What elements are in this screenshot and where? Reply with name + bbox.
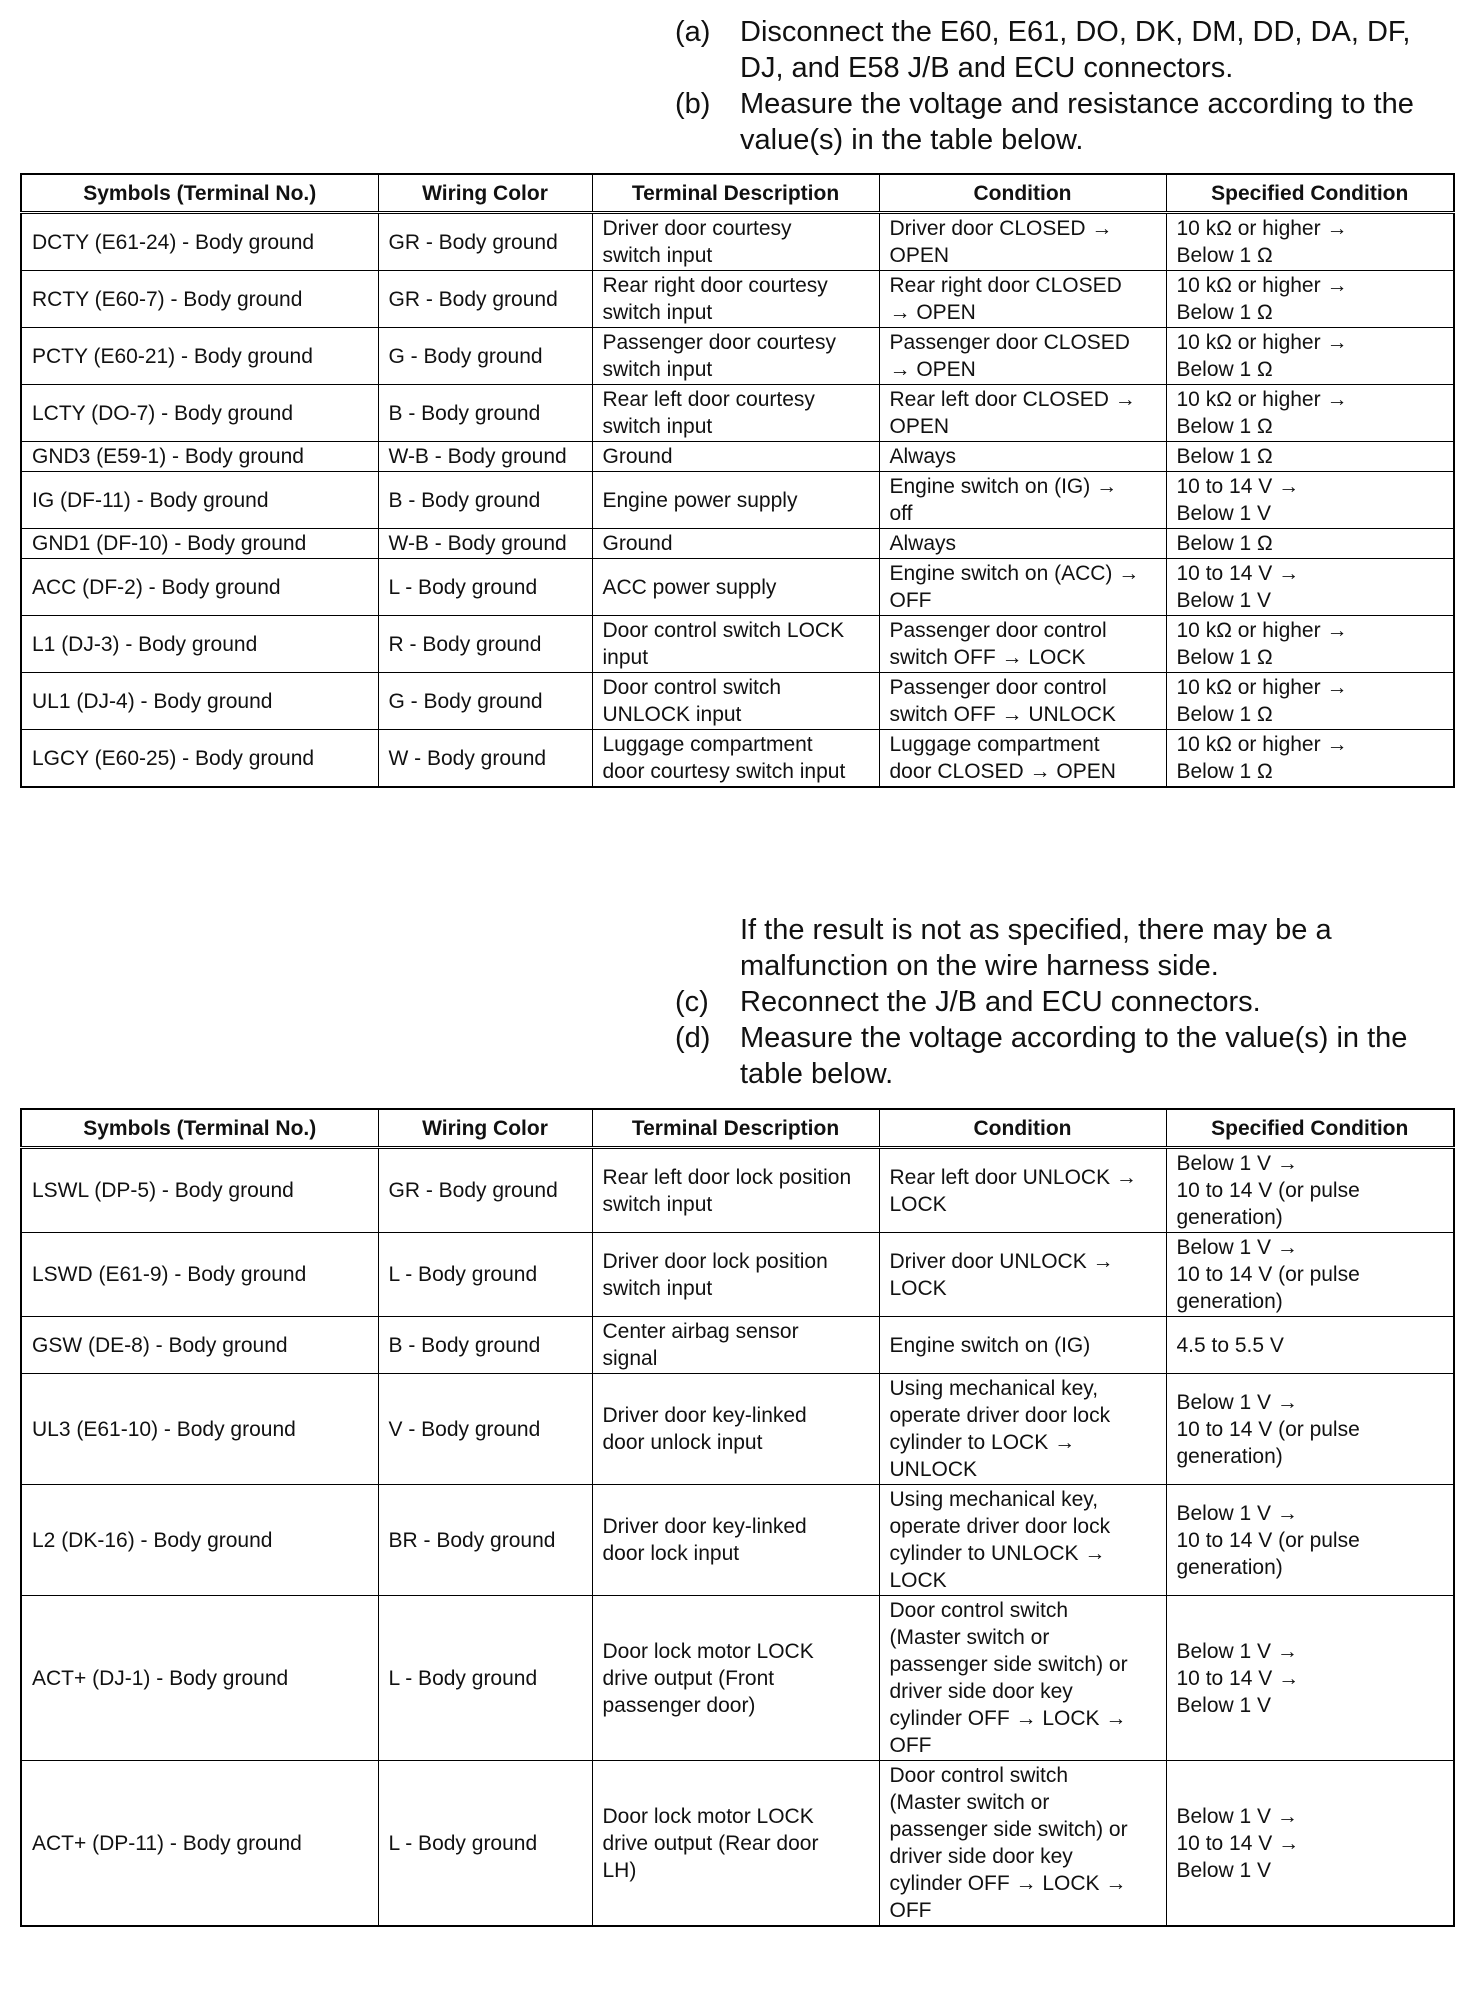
cell-specified-condition: Below 1 V → 10 to 14 V (or pulse generation) [1166, 1374, 1454, 1485]
cell-specified-condition: Below 1 V → 10 to 14 V (or pulse generation) [1166, 1148, 1454, 1233]
cell-condition: Rear left door CLOSED → OPEN [879, 385, 1166, 442]
voltage-table [20, 1108, 1455, 1927]
cell-specified-condition: Below 1 V → 10 to 14 V → Below 1 V [1166, 1761, 1454, 1927]
step-a [675, 14, 1455, 86]
table-row [21, 1148, 1454, 1233]
instruction-steps-bottom [675, 912, 1455, 1092]
cell-wiring-color: V - Body ground [378, 1374, 592, 1485]
cell-wiring-color: G - Body ground [378, 328, 592, 385]
cell-wiring-color: GR - Body ground [378, 271, 592, 328]
cell-condition: Rear left door UNLOCK → LOCK [879, 1148, 1166, 1233]
cell-terminal-description: Door lock motor LOCK drive output (Front passenger door) [592, 1596, 879, 1761]
step-label: (c) [675, 986, 709, 1018]
cell-wiring-color: G - Body ground [378, 673, 592, 730]
step-label: (d) [675, 1022, 711, 1054]
cell-wiring-color: L - Body ground [378, 1596, 592, 1761]
header-terminal-description: Terminal Description [592, 174, 879, 213]
cell-specified-condition: 10 kΩ or higher → Below 1 Ω [1166, 616, 1454, 673]
cell-terminal-description: Driver door key-linked door lock input [592, 1485, 879, 1596]
step-label: (b) [675, 88, 711, 120]
cell-symbol: L1 (DJ-3) - Body ground [21, 616, 378, 673]
cell-wiring-color: L - Body ground [378, 1233, 592, 1317]
table-row [21, 529, 1454, 559]
cell-terminal-description: Center airbag sensor signal [592, 1317, 879, 1374]
cell-specified-condition: 10 kΩ or higher → Below 1 Ω [1166, 271, 1454, 328]
cell-specified-condition: 10 to 14 V → Below 1 V [1166, 472, 1454, 529]
cell-specified-condition: Below 1 V → 10 to 14 V → Below 1 V [1166, 1596, 1454, 1761]
table-row [21, 559, 1454, 616]
table-row [21, 472, 1454, 529]
cell-specified-condition: Below 1 Ω [1166, 442, 1454, 472]
cell-wiring-color: B - Body ground [378, 1317, 592, 1374]
cell-specified-condition: Below 1 Ω [1166, 529, 1454, 559]
cell-specified-condition: 10 kΩ or higher → Below 1 Ω [1166, 730, 1454, 788]
cell-specified-condition: 10 to 14 V → Below 1 V [1166, 559, 1454, 616]
cell-symbol: LCTY (DO-7) - Body ground [21, 385, 378, 442]
header-specified-condition: Specified Condition [1166, 174, 1454, 213]
step-text: Measure the voltage and resistance according to the value(s) in the table below. [740, 88, 1414, 156]
cell-terminal-description: Driver door lock position switch input [592, 1233, 879, 1317]
cell-terminal-description: Driver door key-linked door unlock input [592, 1374, 879, 1485]
table-row [21, 1761, 1454, 1927]
cell-condition: Passenger door control switch OFF → UNLOCK [879, 673, 1166, 730]
table-row [21, 328, 1454, 385]
cell-symbol: ACT+ (DJ-1) - Body ground [21, 1596, 378, 1761]
cell-wiring-color: L - Body ground [378, 559, 592, 616]
header-symbols: Symbols (Terminal No.) [21, 1109, 378, 1148]
table-row [21, 1374, 1454, 1485]
table-row [21, 1317, 1454, 1374]
cell-condition: Door control switch (Master switch or passenger side switch) or driver side door key cylinder OFF → LOCK → OFF [879, 1761, 1166, 1927]
cell-condition: Passenger door control switch OFF → LOCK [879, 616, 1166, 673]
cell-symbol: DCTY (E61-24) - Body ground [21, 213, 378, 271]
step-c [675, 984, 1455, 1020]
table-row [21, 730, 1454, 788]
step-d [675, 1020, 1455, 1092]
header-specified-condition: Specified Condition [1166, 1109, 1454, 1148]
cell-terminal-description: Ground [592, 529, 879, 559]
cell-condition: Engine switch on (IG) → off [879, 472, 1166, 529]
cell-symbol: RCTY (E60-7) - Body ground [21, 271, 378, 328]
cell-specified-condition: 10 kΩ or higher → Below 1 Ω [1166, 673, 1454, 730]
cell-symbol: ACT+ (DP-11) - Body ground [21, 1761, 378, 1927]
cell-specified-condition: 10 kΩ or higher → Below 1 Ω [1166, 385, 1454, 442]
table-row [21, 1485, 1454, 1596]
cell-wiring-color: BR - Body ground [378, 1485, 592, 1596]
cell-terminal-description: Door control switch LOCK input [592, 616, 879, 673]
table-header-row [21, 174, 1454, 213]
step-text: Measure the voltage according to the value(s) in the table below. [740, 1022, 1408, 1090]
resistance-voltage-table [20, 173, 1455, 788]
cell-terminal-description: Ground [592, 442, 879, 472]
table-header-row [21, 1109, 1454, 1148]
cell-terminal-description: Rear left door courtesy switch input [592, 385, 879, 442]
cell-condition: Luggage compartment door CLOSED → OPEN [879, 730, 1166, 788]
header-wiring-color: Wiring Color [378, 1109, 592, 1148]
table-row [21, 1233, 1454, 1317]
cell-symbol: LGCY (E60-25) - Body ground [21, 730, 378, 788]
cell-symbol: PCTY (E60-21) - Body ground [21, 328, 378, 385]
cell-symbol: GND1 (DF-10) - Body ground [21, 529, 378, 559]
cell-condition: Using mechanical key, operate driver door lock cylinder to UNLOCK → LOCK [879, 1485, 1166, 1596]
cell-symbol: LSWD (E61-9) - Body ground [21, 1233, 378, 1317]
cell-wiring-color: W-B - Body ground [378, 442, 592, 472]
cell-wiring-color: W-B - Body ground [378, 529, 592, 559]
result-note: If the result is not as specified, there may be a malfunction on the wire harness side. [740, 914, 1332, 982]
header-condition: Condition [879, 174, 1166, 213]
cell-terminal-description: Luggage compartment door courtesy switch input [592, 730, 879, 788]
table-row [21, 385, 1454, 442]
cell-terminal-description: Door lock motor LOCK drive output (Rear door LH) [592, 1761, 879, 1927]
cell-symbol: LSWL (DP-5) - Body ground [21, 1148, 378, 1233]
cell-symbol: GND3 (E59-1) - Body ground [21, 442, 378, 472]
cell-wiring-color: R - Body ground [378, 616, 592, 673]
cell-wiring-color: B - Body ground [378, 472, 592, 529]
cell-wiring-color: GR - Body ground [378, 1148, 592, 1233]
cell-terminal-description: Rear left door lock position switch input [592, 1148, 879, 1233]
cell-wiring-color: W - Body ground [378, 730, 592, 788]
table-row [21, 271, 1454, 328]
cell-terminal-description: Driver door courtesy switch input [592, 213, 879, 271]
cell-symbol: IG (DF-11) - Body ground [21, 472, 378, 529]
cell-terminal-description: Rear right door courtesy switch input [592, 271, 879, 328]
cell-symbol: UL1 (DJ-4) - Body ground [21, 673, 378, 730]
cell-condition: Rear right door CLOSED → OPEN [879, 271, 1166, 328]
cell-terminal-description: ACC power supply [592, 559, 879, 616]
step-label: (a) [675, 16, 711, 48]
cell-symbol: ACC (DF-2) - Body ground [21, 559, 378, 616]
table-row [21, 673, 1454, 730]
header-terminal-description: Terminal Description [592, 1109, 879, 1148]
cell-wiring-color: GR - Body ground [378, 213, 592, 271]
cell-condition: Door control switch (Master switch or passenger side switch) or driver side door key cylinder OFF → LOCK → OFF [879, 1596, 1166, 1761]
instruction-steps-top [675, 14, 1455, 158]
cell-symbol: L2 (DK-16) - Body ground [21, 1485, 378, 1596]
step-text: Disconnect the E60, E61, DO, DK, DM, DD, DA, DF, DJ, and E58 J/B and ECU connectors. [740, 16, 1411, 84]
cell-specified-condition: Below 1 V → 10 to 14 V (or pulse generation) [1166, 1233, 1454, 1317]
cell-condition: Engine switch on (IG) [879, 1317, 1166, 1374]
cell-symbol: UL3 (E61-10) - Body ground [21, 1374, 378, 1485]
cell-condition: Passenger door CLOSED → OPEN [879, 328, 1166, 385]
cell-condition: Engine switch on (ACC) → OFF [879, 559, 1166, 616]
cell-specified-condition: 10 kΩ or higher → Below 1 Ω [1166, 328, 1454, 385]
cell-wiring-color: L - Body ground [378, 1761, 592, 1927]
cell-condition: Driver door CLOSED → OPEN [879, 213, 1166, 271]
cell-terminal-description: Engine power supply [592, 472, 879, 529]
cell-symbol: GSW (DE-8) - Body ground [21, 1317, 378, 1374]
cell-wiring-color: B - Body ground [378, 385, 592, 442]
cell-specified-condition: 4.5 to 5.5 V [1166, 1317, 1454, 1374]
table-row [21, 1596, 1454, 1761]
table-row [21, 442, 1454, 472]
cell-condition: Always [879, 529, 1166, 559]
header-condition: Condition [879, 1109, 1166, 1148]
cell-condition: Always [879, 442, 1166, 472]
step-text: Reconnect the J/B and ECU connectors. [740, 986, 1261, 1018]
header-wiring-color: Wiring Color [378, 174, 592, 213]
cell-condition: Using mechanical key, operate driver door lock cylinder to LOCK → UNLOCK [879, 1374, 1166, 1485]
table-row [21, 616, 1454, 673]
table-row [21, 213, 1454, 271]
cell-specified-condition: 10 kΩ or higher → Below 1 Ω [1166, 213, 1454, 271]
cell-specified-condition: Below 1 V → 10 to 14 V (or pulse generation) [1166, 1485, 1454, 1596]
step-b [675, 86, 1455, 158]
header-symbols: Symbols (Terminal No.) [21, 174, 378, 213]
cell-terminal-description: Door control switch UNLOCK input [592, 673, 879, 730]
cell-condition: Driver door UNLOCK → LOCK [879, 1233, 1166, 1317]
cell-terminal-description: Passenger door courtesy switch input [592, 328, 879, 385]
